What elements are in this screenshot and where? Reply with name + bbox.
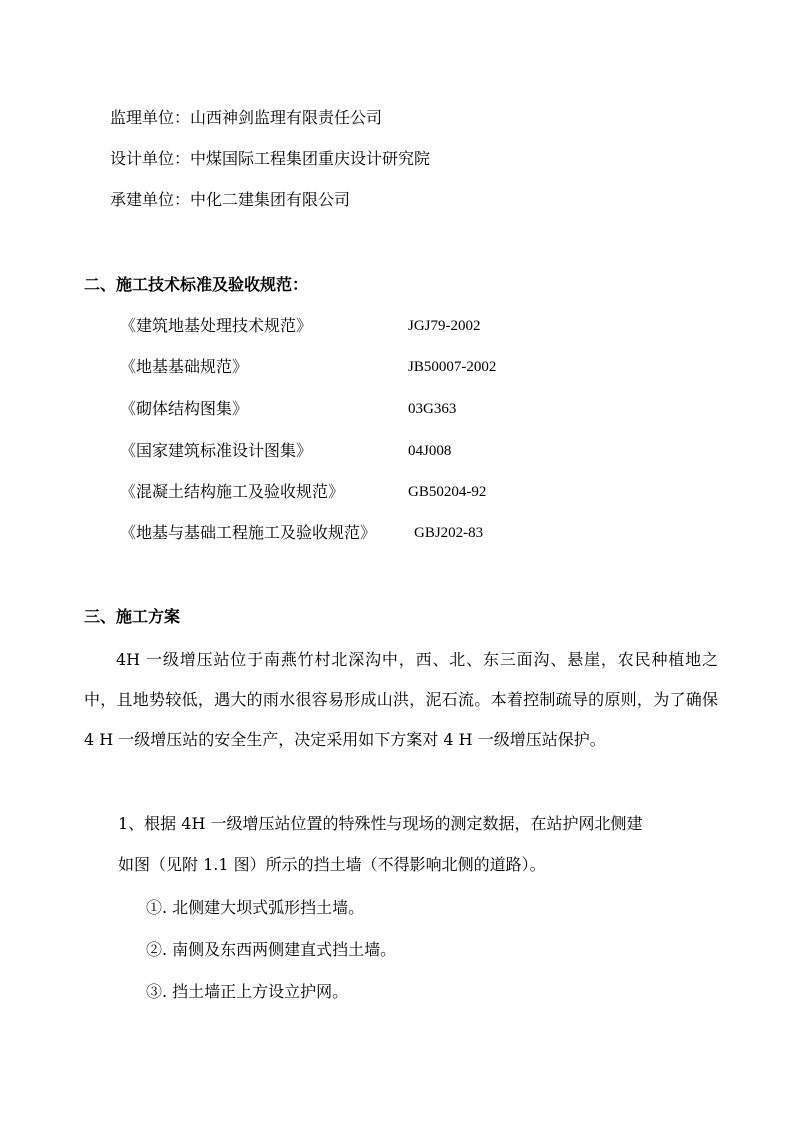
- item1-line1: 1、根据 4H 一级增压站位置的特殊性与现场的测定数据，在站护网北侧建: [118, 814, 643, 833]
- standard-name: 《地基与基础工程施工及验收规范》: [120, 523, 377, 542]
- sub-item-2: ②. 南侧及东西两侧建直式挡土墙。: [146, 940, 397, 959]
- standard-code: 04J008: [408, 443, 452, 459]
- contractor-unit: 承建单位：中化二建集团有限公司: [110, 190, 351, 209]
- section3-intro-paragraph: 4H 一级增压站位于南燕竹村北深沟中，西、北、东三面沟、悬崖，农民种植地之中，且地势较低，遇大的雨水很容易形成山洪，泥石流。本着控制疏导的原则，为了确保 4 H 一级增压站的安全生产，决定采用如下方案对 4 H 一级增压站保护。: [84, 650, 718, 749]
- standard-code: JB50007-2002: [408, 359, 497, 375]
- standard-code: GBJ202-83: [414, 525, 484, 541]
- section2-heading: 二、施工技术标准及验收规范：: [84, 275, 309, 294]
- standard-name: 《砌体结构图集》: [120, 399, 249, 418]
- sub-item-1: ①. 北侧建大坝式弧形挡土墙。: [146, 898, 365, 917]
- sub-item-3: ③. 挡土墙正上方设立护网。: [146, 982, 349, 1001]
- standard-code: JGJ79-2002: [408, 318, 481, 334]
- supervision-unit: 监理单位：山西神剑监理有限责任公司: [110, 108, 383, 127]
- standard-name: 《混凝土结构施工及验收规范》: [120, 482, 345, 501]
- design-unit: 设计单位：中煤国际工程集团重庆设计研究院: [110, 149, 431, 168]
- standard-name: 《建筑地基处理技术规范》: [120, 316, 313, 335]
- standard-code: GB50204-92: [408, 484, 487, 500]
- item1-line2: 如图（见附 1.1 图）所示的挡土墙（不得影响北侧的道路）。: [118, 855, 546, 874]
- standard-name: 《地基基础规范》: [120, 357, 249, 376]
- standard-code: 03G363: [408, 401, 457, 417]
- section3-heading: 三、施工方案: [84, 607, 181, 626]
- standard-name: 《国家建筑标准设计图集》: [120, 441, 313, 460]
